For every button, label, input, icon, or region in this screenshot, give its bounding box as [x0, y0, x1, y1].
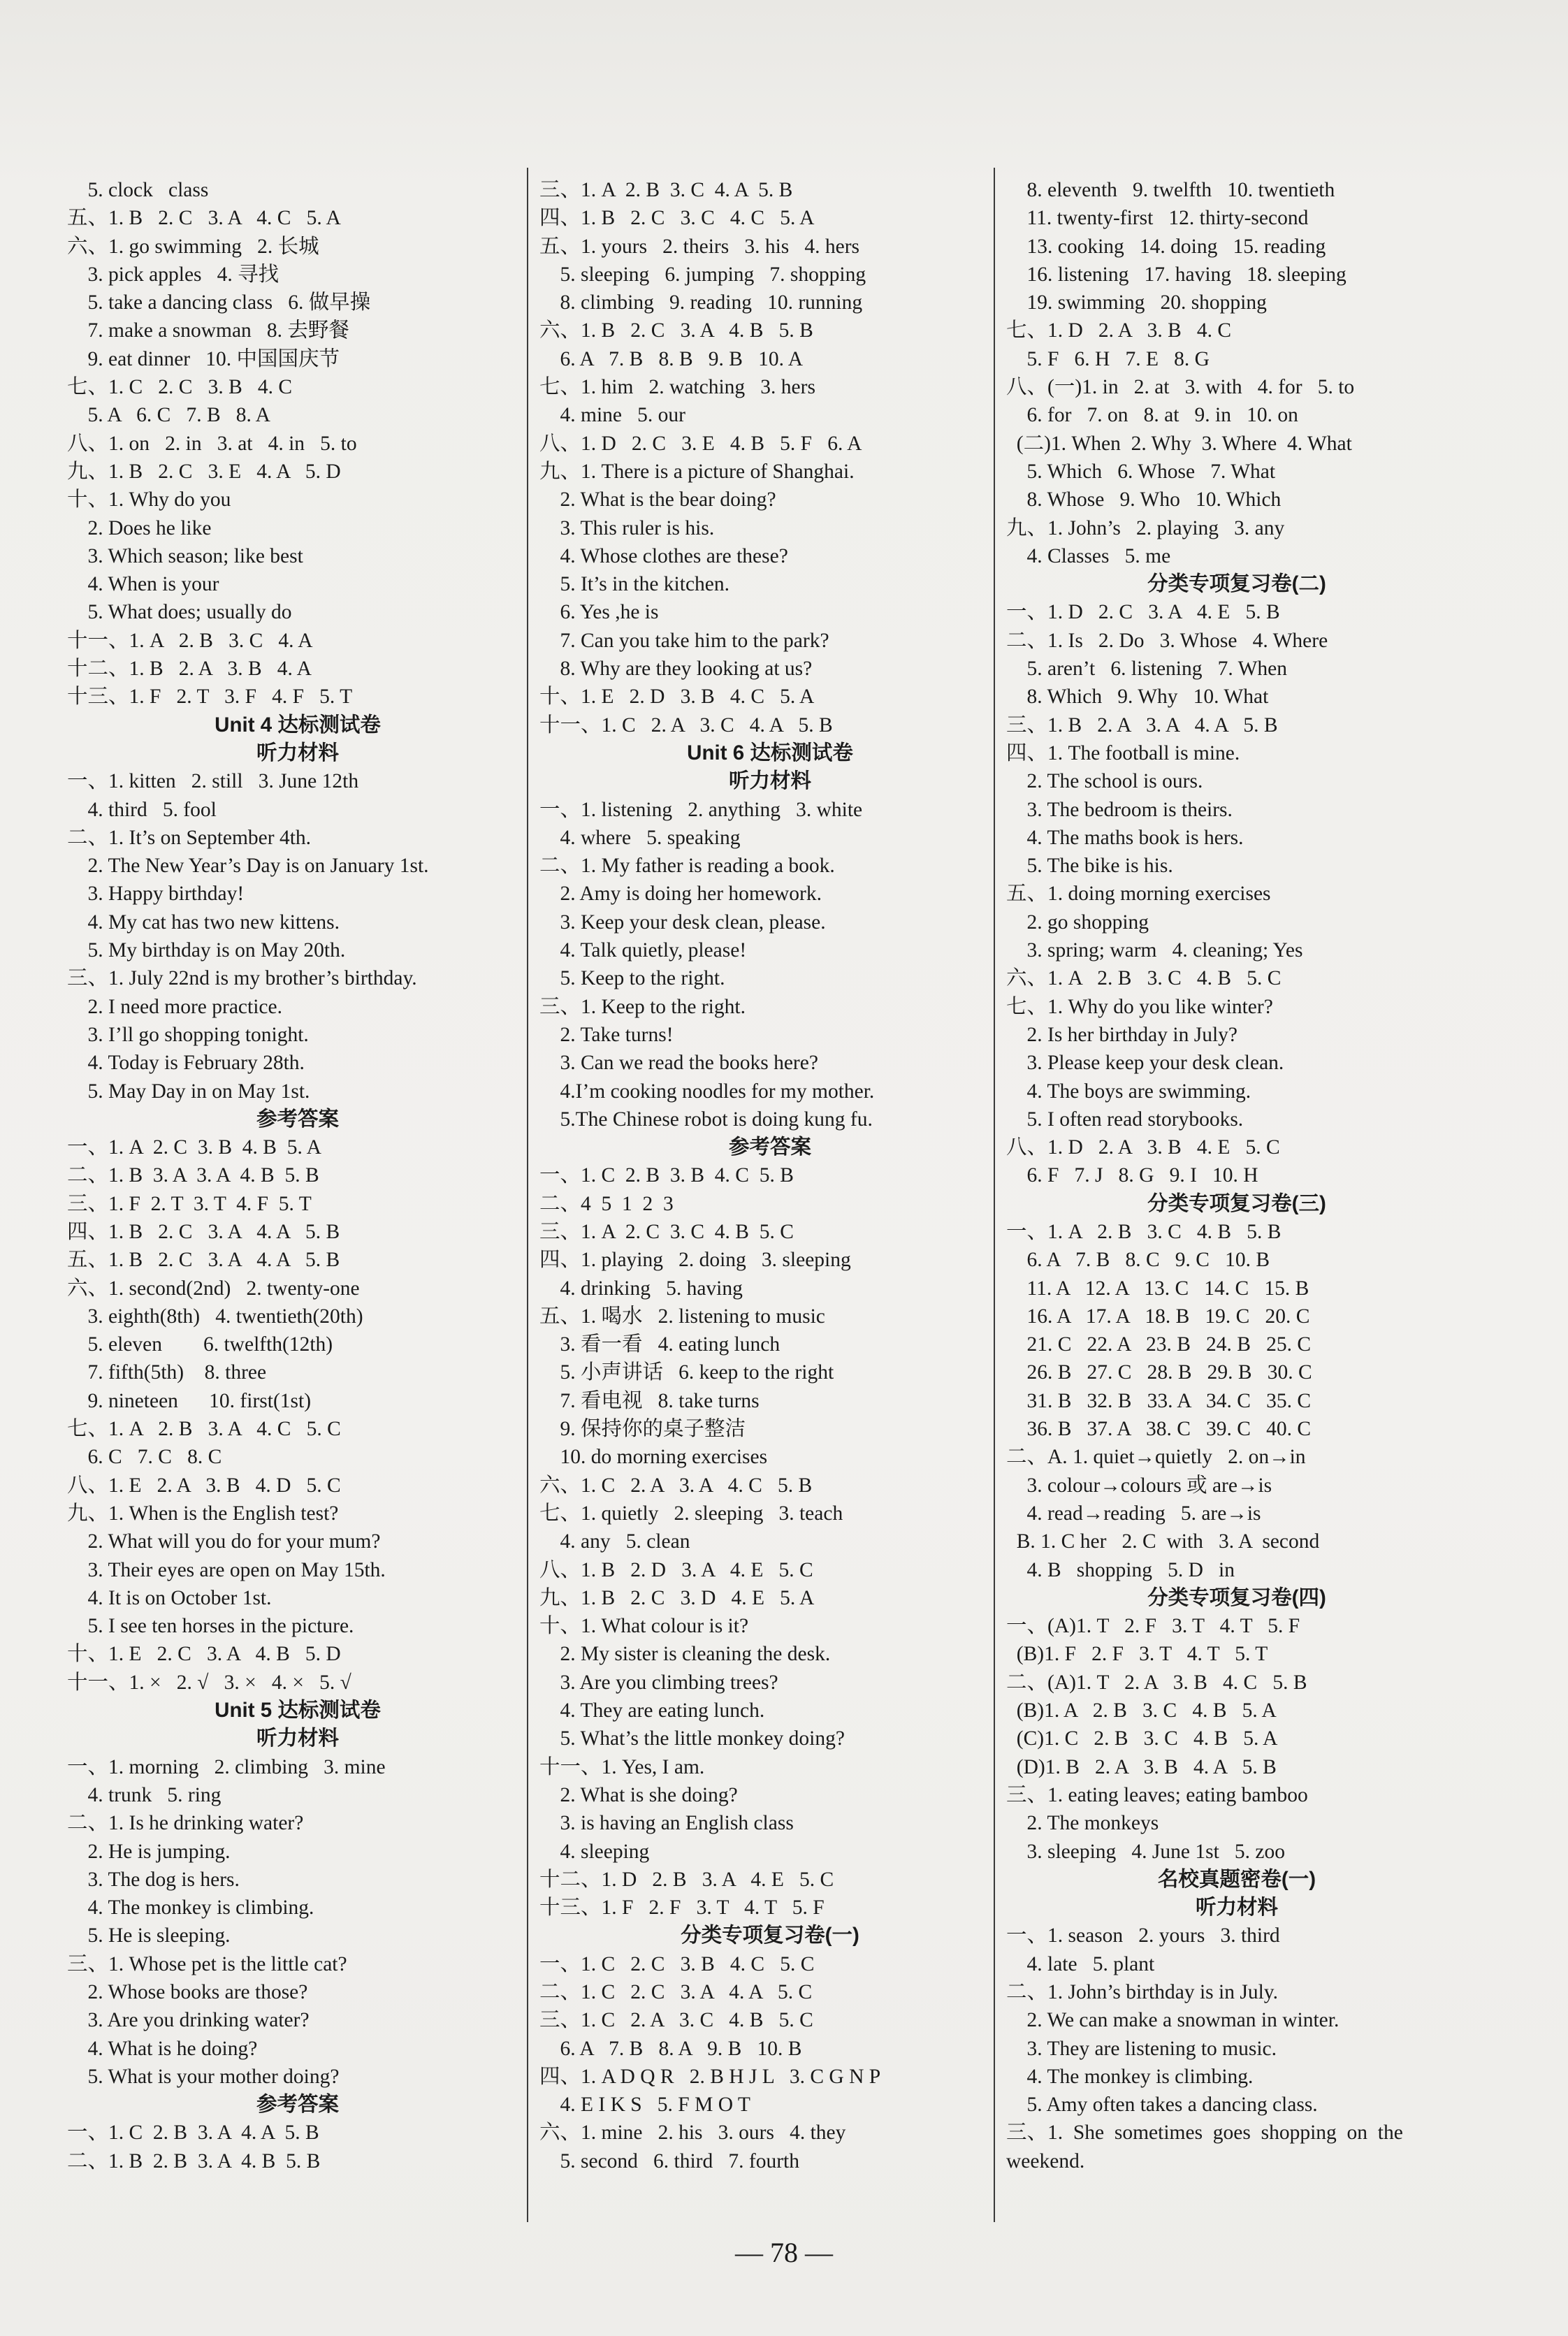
- answer-line: 3. Happy birthday!: [67, 883, 245, 906]
- answer-line: 五、1. doing morning exercises: [1006, 883, 1271, 906]
- answer-line: 6. F 7. J 8. G 9. I 10. H: [1006, 1164, 1258, 1187]
- answer-line: 6. for 7. on 8. at 9. in 10. on: [1006, 404, 1298, 427]
- answer-line: 16. A 17. A 18. B 19. C 20. C: [1006, 1305, 1310, 1328]
- answer-line: 2. Take turns!: [539, 1023, 674, 1046]
- answer-line: 二、A. 1. quiet→quietly 2. on→in: [1006, 1446, 1306, 1469]
- answer-line: 六、1. A 2. B 3. C 4. B 5. C: [1006, 967, 1282, 990]
- answer-line: 4. Today is February 28th.: [67, 1052, 305, 1075]
- answer-line: 三、1. C 2. A 3. C 4. B 5. C: [539, 2009, 813, 2032]
- answer-line: 5. What is your mother doing?: [67, 2065, 340, 2088]
- section-heading: 名校真题密卷(一): [1157, 1867, 1316, 1891]
- answer-line: 5. I often read storybooks.: [1006, 1108, 1244, 1131]
- answer-line: 2. The school is ours.: [1006, 770, 1203, 793]
- answer-line: 七、1. Why do you like winter?: [1006, 995, 1273, 1018]
- answer-line: 4. Classes 5. me: [1006, 544, 1171, 567]
- answer-line: 十一、1. A 2. B 3. C 4. A: [67, 629, 313, 652]
- answer-line: 2. He is jumping.: [67, 1840, 231, 1863]
- answer-line: 4. sleeping: [539, 1840, 650, 1863]
- section-heading: 听力材料: [256, 741, 339, 764]
- answer-line: 5. The bike is his.: [1006, 855, 1173, 878]
- answer-line: 八、1. on 2. in 3. at 4. in 5. to: [67, 432, 357, 455]
- answer-line: 八、1. D 2. C 3. E 4. B 5. F 6. A: [539, 432, 862, 455]
- answer-line: 五、1. 喝水 2. listening to music: [539, 1305, 825, 1328]
- answer-line: 二、(A)1. T 2. A 3. B 4. C 5. B: [1006, 1671, 1307, 1694]
- answer-line: 5. It’s in the kitchen.: [539, 573, 730, 596]
- answer-line: 6. A 7. B 8. C 9. C 10. B: [1006, 1249, 1270, 1272]
- answer-line: 13. cooking 14. doing 15. reading: [1006, 235, 1326, 258]
- answer-line: 二、1. John’s birthday is in July.: [1006, 1981, 1278, 2003]
- answer-line: 6. A 7. B 8. B 9. B 10. A: [539, 347, 804, 370]
- answer-line: 10. do morning exercises: [539, 1446, 768, 1469]
- answer-line: 2. I need more practice.: [67, 995, 282, 1018]
- answer-line: 三、1. A 2. B 3. C 4. A 5. B: [539, 179, 793, 201]
- answer-line: 5. A 6. C 7. B 8. A: [67, 404, 270, 427]
- answer-line: 二、1. It’s on September 4th.: [67, 826, 312, 849]
- answer-line: 六、1. mine 2. his 3. ours 4. they: [539, 2121, 846, 2145]
- answer-line: 二、1. Is 2. Do 3. Whose 4. Where: [1006, 629, 1328, 652]
- answer-line: 5. My birthday is on May 20th.: [67, 939, 346, 962]
- answer-line: 4. B shopping 5. D in: [1006, 1558, 1235, 1581]
- answer-line: 4. late 5. plant: [1006, 1952, 1155, 1975]
- answer-line: 一、1. C 2. C 3. B 4. C 5. C: [539, 1952, 815, 1975]
- answer-line: 五、1. B 2. C 3. A 4. C 5. A: [67, 207, 341, 230]
- answer-line: 七、1. him 2. watching 3. hers: [539, 376, 815, 399]
- answer-line: 2. The monkeys: [1006, 1812, 1159, 1835]
- answer-line: (B)1. A 2. B 3. C 4. B 5. A: [1006, 1699, 1277, 1722]
- answer-line: 四、1. The football is mine.: [1006, 741, 1240, 764]
- answer-line: 4. Talk quietly, please!: [539, 939, 747, 962]
- answer-line: 6. Yes ,he is: [539, 601, 659, 624]
- answer-line: 4. trunk 5. ring: [67, 1783, 222, 1806]
- answer-line: 一、1. season 2. yours 3. third: [1006, 1924, 1280, 1947]
- page-number: — 78 —: [735, 2237, 833, 2268]
- answer-line: 6. A 7. B 8. A 9. B 10. B: [539, 2037, 802, 2060]
- answer-line: 六、1. C 2. A 3. A 4. C 5. B: [539, 1474, 813, 1497]
- answer-line: 7. Can you take him to the park?: [539, 629, 829, 652]
- answer-line: (二)1. When 2. Why 3. Where 4. What: [1006, 432, 1352, 455]
- answer-line: 7. make a snowman 8. 去野餐: [67, 319, 349, 342]
- answer-line: 七、1. C 2. C 3. B 4. C: [67, 376, 293, 399]
- answer-line: 5. eleven 6. twelfth(12th): [67, 1333, 333, 1356]
- answer-line: 3. pick apples 4. 寻找: [67, 263, 280, 286]
- answer-line: 十一、1. C 2. A 3. C 4. A 5. B: [539, 713, 833, 737]
- answer-line: 四、1. B 2. C 3. A 4. A 5. B: [67, 1220, 340, 1243]
- answer-line: 三、1. B 2. A 3. A 4. A 5. B: [1006, 713, 1278, 737]
- answer-line: 5. Amy often takes a dancing class.: [1006, 2094, 1318, 2117]
- answer-line: 三、1. Keep to the right.: [539, 995, 746, 1018]
- answer-line: 3. colour→colours 或 are→is: [1006, 1474, 1272, 1497]
- section-heading: 听力材料: [1195, 1896, 1278, 1920]
- answer-column-3: [1006, 176, 1467, 2175]
- answer-line: 4. When is your: [67, 573, 219, 596]
- answer-line: 8. Why are they looking at us?: [539, 658, 813, 681]
- answer-line: 3. Their eyes are open on May 15th.: [67, 1558, 386, 1581]
- answer-line: 5. Which 6. Whose 7. What: [1006, 460, 1276, 483]
- answer-line: 六、1. second(2nd) 2. twenty-one: [67, 1277, 360, 1300]
- answer-line: 5. What’s the little monkey doing?: [539, 1727, 845, 1750]
- answer-line: 4. The maths book is hers.: [1006, 826, 1244, 849]
- answer-line: 4. My cat has two new kittens.: [67, 911, 340, 934]
- answer-line: 4. mine 5. our: [539, 404, 685, 427]
- answer-line: 3. spring; warm 4. cleaning; Yes: [1006, 939, 1303, 962]
- answer-line: 11. twenty-first 12. thirty-second: [1006, 207, 1309, 230]
- answer-line: 一、1. morning 2. climbing 3. mine: [67, 1755, 386, 1778]
- answer-line: 5. What does; usually do: [67, 601, 292, 624]
- answer-line: B. 1. C her 2. C with 3. A second: [1006, 1530, 1320, 1553]
- answer-line: 19. swimming 20. shopping: [1006, 291, 1267, 314]
- section-heading: Unit 5 达标测试卷: [215, 1699, 381, 1722]
- answer-line: 3. Which season; like best: [67, 544, 303, 567]
- answer-line: 十、1. Why do you: [67, 488, 231, 512]
- answer-line: 四、1. B 2. C 3. C 4. C 5. A: [539, 207, 815, 230]
- answer-line: 十、1. What colour is it?: [539, 1615, 749, 1638]
- answer-line: 4. What is he doing?: [67, 2037, 258, 2060]
- answer-line: 一、(A)1. T 2. F 3. T 4. T 5. F: [1006, 1615, 1300, 1638]
- answer-line: 2. What is she doing?: [539, 1783, 738, 1806]
- answer-line: 三、1. She sometimes goes shopping on the: [1006, 2121, 1403, 2145]
- section-heading: 参考答案: [728, 1136, 811, 1159]
- answer-line: 2. Amy is doing her homework.: [539, 883, 822, 906]
- answer-line: 一、1. C 2. B 3. A 4. A 5. B: [67, 2121, 319, 2145]
- answer-line: 4. third 5. fool: [67, 798, 217, 821]
- answer-line: 八、1. B 2. D 3. A 4. E 5. C: [539, 1558, 813, 1581]
- answer-line: 6. C 7. C 8. C: [67, 1446, 222, 1469]
- answer-line: 六、1. go swimming 2. 长城: [67, 235, 319, 258]
- answer-line: 2. Does he like: [67, 516, 212, 539]
- answer-line: 4. It is on October 1st.: [67, 1586, 272, 1609]
- section-heading: 分类专项复习卷(二): [1147, 572, 1326, 596]
- answer-line: 十一、1. × 2. √ 3. × 4. × 5. √: [67, 1671, 351, 1694]
- answer-line: 二、1. My father is reading a book.: [539, 855, 835, 878]
- answer-line: 5. take a dancing class 6. 做早操: [67, 291, 371, 314]
- answer-line: 9. nineteen 10. first(1st): [67, 1389, 312, 1412]
- section-heading: 分类专项复习卷(四): [1147, 1586, 1326, 1609]
- answer-line: (D)1. B 2. A 3. B 4. A 5. B: [1006, 1755, 1277, 1778]
- answer-line: 2. We can make a snowman in winter.: [1006, 2009, 1340, 2032]
- answer-line: 十二、1. B 2. A 3. B 4. A: [67, 658, 312, 681]
- answer-line: 十、1. E 2. D 3. B 4. C 5. A: [539, 685, 815, 709]
- answer-line: 5. aren’t 6. listening 7. When: [1006, 658, 1288, 681]
- answer-line: 3. eighth(8th) 4. twentieth(20th): [67, 1305, 363, 1328]
- answer-line: 5. clock class: [67, 179, 209, 201]
- answer-line: 3. The dog is hers.: [67, 1868, 240, 1891]
- answer-line: 3. I’ll go shopping tonight.: [67, 1023, 309, 1046]
- answer-column-1: [67, 176, 528, 2175]
- answer-line: 六、1. B 2. C 3. A 4. B 5. B: [539, 319, 813, 342]
- answer-line: 4. The monkey is climbing.: [67, 1896, 314, 1920]
- answer-line: 二、4 5 1 2 3: [539, 1192, 674, 1215]
- answer-line: 一、1. A 2. C 3. B 4. B 5. A: [67, 1136, 321, 1159]
- answer-line: 七、1. A 2. B 3. A 4. C 5. C: [67, 1418, 341, 1441]
- answer-line: 2. go shopping: [1006, 911, 1149, 934]
- answer-line: 4. The monkey is climbing.: [1006, 2065, 1254, 2088]
- answer-line: 4. They are eating lunch.: [539, 1699, 765, 1722]
- answer-line: 九、1. B 2. C 3. E 4. A 5. D: [67, 460, 341, 483]
- answer-line: 五、1. B 2. C 3. A 4. A 5. B: [67, 1249, 340, 1272]
- answer-line: 十一、1. Yes, I am.: [539, 1755, 705, 1778]
- answer-line: 十二、1. D 2. B 3. A 4. E 5. C: [539, 1868, 834, 1891]
- answer-line: 36. B 37. A 38. C 39. C 40. C: [1006, 1418, 1312, 1441]
- answer-line: 十三、1. F 2. F 3. T 4. T 5. F: [539, 1896, 825, 1920]
- answer-line: 8. climbing 9. reading 10. running: [539, 291, 863, 314]
- answer-line: 9. 保持你的桌子整洁: [539, 1418, 746, 1441]
- answer-line: 一、1. A 2. B 3. C 4. B 5. B: [1006, 1220, 1282, 1243]
- answer-line: 5. I see ten horses in the picture.: [67, 1615, 354, 1638]
- answer-line: 21. C 22. A 23. B 24. B 25. C: [1006, 1333, 1312, 1356]
- section-heading: Unit 6 达标测试卷: [687, 741, 853, 764]
- answer-line: 3. The bedroom is theirs.: [1006, 798, 1233, 821]
- answer-line: 三、1. Whose pet is the little cat?: [67, 1952, 347, 1975]
- section-heading: 听力材料: [256, 1727, 339, 1750]
- answer-line: 2. What is the bear doing?: [539, 488, 776, 512]
- answer-line: 4. read→reading 5. are→is: [1006, 1502, 1261, 1525]
- answer-line: 5. 小声讲话 6. keep to the right: [539, 1361, 834, 1384]
- answer-line: 5. He is sleeping.: [67, 1924, 231, 1947]
- section-heading: 分类专项复习卷(一): [681, 1924, 859, 1947]
- section-heading: 分类专项复习卷(三): [1147, 1191, 1326, 1215]
- answer-line: 5. Keep to the right.: [539, 967, 725, 990]
- answer-line: (B)1. F 2. F 3. T 4. T 5. T: [1006, 1643, 1268, 1666]
- section-heading: 听力材料: [728, 769, 811, 793]
- answer-line: 十、1. E 2. C 3. A 4. B 5. D: [67, 1643, 341, 1666]
- answer-line: 3. Are you climbing trees?: [539, 1671, 778, 1694]
- answer-line: 5. second 6. third 7. fourth: [539, 2149, 799, 2172]
- answer-line: 一、1. D 2. C 3. A 4. E 5. B: [1006, 601, 1280, 624]
- answer-line: 4. any 5. clean: [539, 1530, 690, 1553]
- section-heading: Unit 4 达标测试卷: [215, 713, 381, 737]
- answer-line: 十三、1. F 2. T 3. F 4. F 5. T: [67, 685, 353, 709]
- answer-line: 一、1. kitten 2. still 3. June 12th: [67, 770, 359, 793]
- answer-line: 三、1. July 22nd is my brother’s birthday.: [67, 967, 417, 990]
- answer-line: 8. eleventh 9. twelfth 10. twentieth: [1006, 179, 1335, 201]
- answer-line: 31. B 32. B 33. A 34. C 35. C: [1006, 1389, 1312, 1412]
- section-heading: 参考答案: [256, 2093, 339, 2117]
- answer-line: 4. Whose clothes are these?: [539, 544, 788, 567]
- answer-line: weekend.: [1006, 2149, 1085, 2172]
- answer-line: 九、1. When is the English test?: [67, 1502, 339, 1525]
- answer-line: 八、1. D 2. A 3. B 4. E 5. C: [1006, 1136, 1280, 1159]
- answer-line: 七、1. D 2. A 3. B 4. C: [1006, 319, 1232, 342]
- answer-line: 4. The boys are swimming.: [1006, 1080, 1251, 1103]
- answer-line: 16. listening 17. having 18. sleeping: [1006, 263, 1346, 286]
- answer-line: 二、1. Is he drinking water?: [67, 1812, 304, 1835]
- answer-line: 七、1. quietly 2. sleeping 3. teach: [539, 1502, 843, 1525]
- answer-line: 九、1. There is a picture of Shanghai.: [539, 460, 855, 483]
- answer-line: 二、1. B 3. A 3. A 4. B 5. B: [67, 1164, 319, 1187]
- answer-line: 8. Whose 9. Who 10. Which: [1006, 488, 1282, 512]
- answer-line: 11. A 12. A 13. C 14. C 15. B: [1006, 1277, 1309, 1300]
- answer-line: 3. Please keep your desk clean.: [1006, 1052, 1284, 1075]
- answer-line: 三、1. eating leaves; eating bamboo: [1006, 1783, 1308, 1806]
- answer-line: 7. 看电视 8. take turns: [539, 1389, 760, 1412]
- answer-line: 8. Which 9. Why 10. What: [1006, 685, 1269, 709]
- answer-line: 八、(一)1. in 2. at 3. with 4. for 5. to: [1006, 376, 1355, 399]
- answer-line: 5. May Day in on May 1st.: [67, 1080, 310, 1103]
- answer-line: 3. They are listening to music.: [1006, 2037, 1277, 2060]
- answer-line: 四、1. A D Q R 2. B H J L 3. C G N P: [539, 2065, 881, 2088]
- answer-line: 4.I’m cooking noodles for my mother.: [539, 1080, 875, 1103]
- answer-line: 一、1. listening 2. anything 3. white: [539, 798, 863, 821]
- answer-line: 一、1. C 2. B 3. B 4. C 5. B: [539, 1164, 794, 1187]
- answer-line: 2. Is her birthday in July?: [1006, 1023, 1237, 1046]
- answer-line: 4. where 5. speaking: [539, 826, 741, 849]
- answer-line: 3. is having an English class: [539, 1812, 794, 1835]
- answer-line: 3. sleeping 4. June 1st 5. zoo: [1006, 1840, 1286, 1863]
- answer-line: 5. F 6. H 7. E 8. G: [1006, 347, 1210, 370]
- answer-column-2: [539, 176, 1001, 2175]
- answer-line: 2. What will you do for your mum?: [67, 1530, 381, 1553]
- answer-line: 7. fifth(5th) 8. three: [67, 1361, 267, 1384]
- answer-line: 3. Keep your desk clean, please.: [539, 911, 826, 934]
- answer-line: 26. B 27. C 28. B 29. B 30. C: [1006, 1361, 1312, 1384]
- answer-line: 3. This ruler is his.: [539, 516, 715, 539]
- answer-line: 四、1. playing 2. doing 3. sleeping: [539, 1249, 851, 1272]
- section-heading: 参考答案: [256, 1107, 339, 1131]
- answer-line: 3. Can we read the books here?: [539, 1052, 818, 1075]
- answer-line: 2. The New Year’s Day is on January 1st.: [67, 855, 429, 878]
- answer-line: 5. sleeping 6. jumping 7. shopping: [539, 263, 866, 286]
- answer-line: 九、1. John’s 2. playing 3. any: [1006, 516, 1285, 539]
- answer-line: 3. Are you drinking water?: [67, 2009, 310, 2032]
- answer-line: 二、1. C 2. C 3. A 4. A 5. C: [539, 1981, 813, 2003]
- answer-line: 九、1. B 2. C 3. D 4. E 5. A: [539, 1586, 815, 1609]
- answer-line: 五、1. yours 2. theirs 3. his 4. hers: [539, 235, 860, 258]
- answer-line: 4. drinking 5. having: [539, 1277, 743, 1300]
- answer-line: 3. 看一看 4. eating lunch: [539, 1333, 781, 1356]
- answer-line: 2. Whose books are those?: [67, 1981, 308, 2003]
- answer-line: 4. E I K S 5. F M O T: [539, 2094, 750, 2117]
- answer-line: 2. My sister is cleaning the desk.: [539, 1643, 831, 1666]
- answer-line: (C)1. C 2. B 3. C 4. B 5. A: [1006, 1727, 1278, 1750]
- answer-line: 9. eat dinner 10. 中国国庆节: [67, 347, 340, 370]
- answer-line: 三、1. F 2. T 3. T 4. F 5. T: [67, 1192, 312, 1215]
- answer-line: 八、1. E 2. A 3. B 4. D 5. C: [67, 1474, 341, 1497]
- answer-line: 5.The Chinese robot is doing kung fu.: [539, 1108, 873, 1131]
- answer-line: 二、1. B 2. B 3. A 4. B 5. B: [67, 2149, 321, 2172]
- answer-line: 三、1. A 2. C 3. C 4. B 5. C: [539, 1220, 794, 1243]
